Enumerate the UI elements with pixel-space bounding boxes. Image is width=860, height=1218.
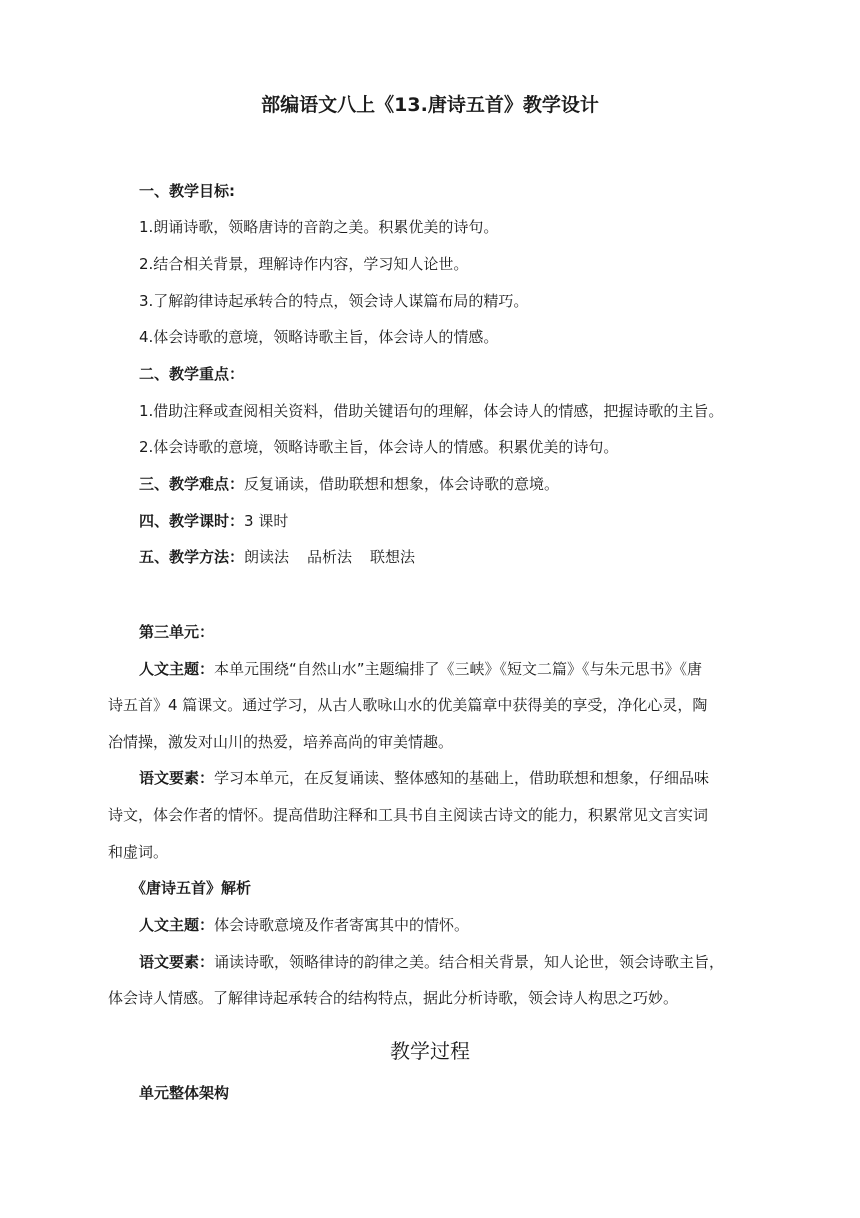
unit-elements-text: 和虚词。: [108, 843, 169, 861]
document-title: 部编语文八上《13.唐诗五首》教学设计: [261, 94, 599, 116]
analysis-elements-label: 语文要素：: [139, 953, 215, 971]
method-item: 朗读法: [244, 548, 290, 566]
unit-elements-line: [139, 768, 709, 788]
unit-theme-line: [139, 659, 702, 679]
unit-elements-label: 语文要素：: [139, 769, 215, 787]
unit-theme-label: 人文主题：: [139, 660, 215, 678]
hours-label: 四、教学课时：: [139, 512, 245, 530]
analysis-theme-line: [139, 915, 469, 935]
analysis-theme-label: 人文主题：: [139, 916, 215, 934]
unit-theme-text: 冶情操，激发对山川的热爱，培养高尚的审美情趣。: [108, 733, 454, 751]
objectives-heading: 一、教学目标:: [139, 182, 235, 200]
key-point-item: 1.借助注释或查阅相关资料，借助关键语句的理解，体会诗人的情感，把握诗歌的主旨。: [139, 402, 724, 420]
difficulties-text: 反复诵读，借助联想和想象，体会诗歌的意境。: [244, 475, 560, 493]
method-item: 品析法: [307, 548, 353, 566]
process-subheading: 单元整体架构: [139, 1084, 230, 1102]
analysis-theme-text: 体会诗歌意境及作者寄寓其中的情怀。: [214, 916, 470, 934]
analysis-elements-text: 诵读诗歌，领略律诗的韵律之美。结合相关背景，知人论世，领会诗歌主旨，: [214, 953, 725, 971]
difficulties-label: 三、教学难点：: [139, 475, 245, 493]
objective-item: 2.结合相关背景，理解诗作内容，学习知人论世。: [139, 255, 469, 273]
objective-item: 1.朗诵诗歌，领略唐诗的音韵之美。积累优美的诗句。: [139, 218, 499, 236]
unit-theme-text: 本单元围绕“自然山水”主题编排了《三峡》《短文二篇》《与朱元思书》《唐: [214, 660, 703, 678]
analysis-heading: 《唐诗五首》解析: [131, 879, 252, 897]
unit-elements-text: 诗文，体会作者的情怀。提高借助注释和工具书自主阅读古诗文的能力，积累常见文言实词: [108, 806, 709, 824]
difficulties-line: [139, 474, 559, 494]
hours-line: [139, 511, 288, 531]
analysis-elements-text: 体会诗人情感。了解律诗起承转合的结构特点，据此分析诗歌，领会诗人构思之巧妙。: [108, 989, 679, 1007]
objective-item: 3.了解韵律诗起承转合的特点，领会诗人谋篇布局的精巧。: [139, 292, 529, 310]
methods-label: 五、教学方法：: [139, 548, 245, 566]
objective-item: 4.体会诗歌的意境，领略诗歌主旨，体会诗人的情感。: [139, 328, 499, 346]
unit-heading: 第三单元：: [139, 623, 215, 641]
unit-elements-text: 学习本单元，在反复诵读、整体感知的基础上，借助联想和想象，仔细品味: [214, 769, 710, 787]
hours-text: 3 课时: [244, 512, 289, 530]
method-item: 联想法: [370, 548, 416, 566]
process-title: 教学过程: [390, 1039, 470, 1063]
methods-line: [139, 547, 415, 567]
unit-theme-text: 诗五首》4 篇课文。通过学习，从古人歌咏山水的优美篇章中获得美的享受，净化心灵，陶: [108, 696, 708, 714]
analysis-elements-line: [139, 952, 724, 972]
key-point-item: 2.体会诗歌的意境，领略诗歌主旨，体会诗人的情感。积累优美的诗句。: [139, 438, 619, 456]
key-points-heading: 二、教学重点：: [139, 365, 245, 383]
